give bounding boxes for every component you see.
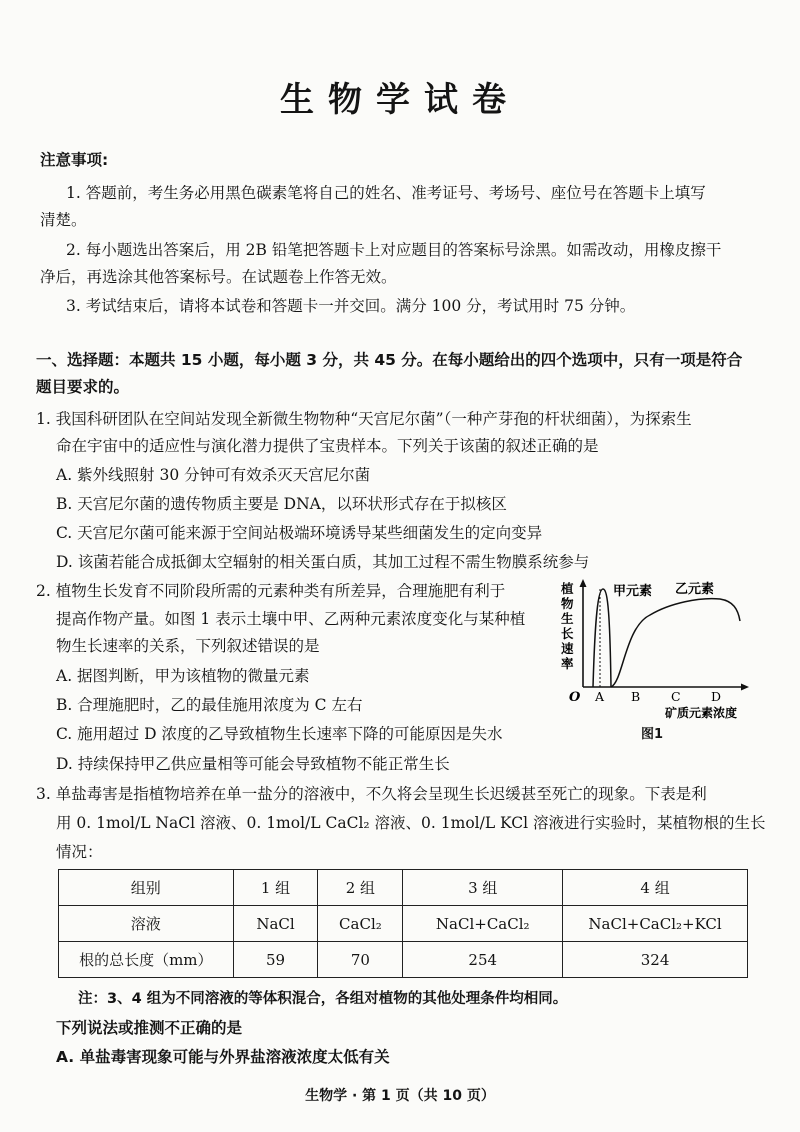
section-heading-cont: 题目要求的。: [36, 378, 130, 396]
tick-label: A: [595, 689, 605, 704]
table-cell: 324: [563, 942, 748, 978]
q3-stem: 用 0. 1mol/L NaCl 溶液、0. 1mol/L CaCl₂ 溶液、0. 1mol/L KCl 溶液进行实验时，某植物根的生长: [56, 814, 766, 832]
table-cell: 组别: [59, 870, 234, 906]
q1-stem: 1. 我国科研团队在空间站发现全新微生物物种“天宫尼尔菌”（一种产芽孢的杆状细菌），为探索生: [36, 410, 692, 428]
tick-label: C: [671, 689, 681, 704]
q2-stem: 2. 植物生长发育不同阶段所需的元素种类有所差异，合理施肥有利于: [36, 582, 506, 600]
q3-stem: 3. 单盐毒害是指植物培养在单一盐分的溶液中，不久将会呈现生长迟缓甚至死亡的现象。下表是利: [36, 785, 707, 803]
q2-option-c: C. 施用超过 D 浓度的乙导致植物生长速率下降的可能原因是失水: [56, 725, 503, 743]
notice-item: 净后，再选涂其他答案标号。在试题卷上作答无效。: [40, 268, 397, 286]
results-table: [58, 869, 748, 978]
table-cell: 1 组: [233, 870, 318, 906]
q1-option-b: B. 天宫尼尔菌的遗传物质主要是 DNA，以环状形式存在于拟核区: [56, 495, 507, 513]
q2-option-a: A. 据图判断，甲为该植物的微量元素: [56, 667, 310, 685]
q1-option-a: A. 紫外线照射 30 分钟可有效杀灭天宫尼尔菌: [56, 466, 371, 484]
table-cell: 2 组: [318, 870, 403, 906]
table-row: [59, 870, 748, 906]
y-axis-label-char: 长: [561, 626, 574, 641]
q2-option-b: B. 合理施肥时，乙的最佳施用浓度为 C 左右: [56, 696, 363, 714]
q1-stem: 命在宇宙中的适应性与演化潜力提供了宝贵样本。下列关于该菌的叙述正确的是: [56, 437, 599, 455]
tick-label: D: [711, 689, 722, 704]
q2-stem: 物生长速率的关系，下列叙述错误的是: [56, 637, 320, 655]
x-axis-label: 矿质元素浓度: [665, 706, 738, 720]
jia-label: 甲元素: [613, 584, 653, 599]
y-axis-arrow-icon: [580, 579, 587, 587]
q1-option-c: C. 天宫尼尔菌可能来源于空间站极端环境诱导某些细菌发生的定向变异: [56, 524, 543, 542]
q2-stem: 提高作物产量。如图 1 表示土壤中甲、乙两种元素浓度变化与某种植: [56, 610, 526, 628]
table-cell: NaCl+CaCl₂: [403, 906, 563, 942]
q1-option-d: D. 该菌若能合成抵御太空辐射的相关蛋白质，其加工过程不需生物膜系统参与: [56, 553, 590, 571]
table-cell: 溶液: [59, 906, 234, 942]
table-cell: CaCl₂: [318, 906, 403, 942]
table-row: [59, 906, 748, 942]
y-axis-label: [561, 581, 574, 671]
table-cell: 70: [318, 942, 403, 978]
section-heading: 一、选择题：本题共 15 小题，每小题 3 分，共 45 分。在每小题给出的四个选项中，只有一项是符合: [36, 351, 743, 369]
table-row: [59, 942, 748, 978]
q3-stem: 情况：: [56, 843, 103, 861]
x-axis-arrow-icon: [741, 684, 749, 691]
notice-heading: 注意事项:: [40, 151, 109, 169]
y-axis-label-char: 物: [561, 596, 574, 611]
table-cell: NaCl+CaCl₂+KCl: [563, 906, 748, 942]
table-cell: 3 组: [403, 870, 563, 906]
jia-curve: [593, 589, 611, 687]
page-footer: 生物学 · 第 1 页（共 10 页）: [305, 1088, 495, 1104]
table-cell: 根的总长度（mm）: [59, 942, 234, 978]
q3-option-a: A. 单盐毒害现象可能与外界盐溶液浓度太低有关: [56, 1048, 390, 1066]
y-axis-label-char: 植: [561, 581, 574, 596]
y-axis-label-char: 生: [561, 611, 574, 626]
notice-item: 1. 答题前，考生务必用黑色碳素笔将自己的姓名、准考证号、考场号、座位号在答题卡上填写: [66, 184, 706, 202]
page-title: 生物学试卷: [280, 80, 520, 120]
figure-caption: 图1: [641, 727, 664, 742]
yi-curve: [611, 599, 740, 687]
table-cell: 59: [233, 942, 318, 978]
yi-label: 乙元素: [675, 582, 715, 597]
q3-prompt: 下列说法或推测不正确的是: [56, 1019, 243, 1037]
origin-label: O: [569, 690, 581, 705]
tick-label: B: [631, 689, 641, 704]
table-cell: 254: [403, 942, 563, 978]
table-cell: 4 组: [563, 870, 748, 906]
table-cell: NaCl: [233, 906, 318, 942]
notice-item: 2. 每小题选出答案后，用 2B 铅笔把答题卡上对应题目的答案标号涂黑。如需改动，用橡皮擦干: [66, 241, 722, 259]
y-axis-label-char: 率: [561, 656, 574, 671]
notice-item: 3. 考试结束后，请将本试卷和答题卡一并交回。满分 100 分，考试用时 75 分钟。: [66, 297, 636, 315]
notice-item: 清楚。: [40, 211, 87, 229]
y-axis-label-char: 速: [561, 641, 574, 656]
q2-option-d: D. 持续保持甲乙供应量相等可能会导致植物不能正常生长: [56, 755, 450, 773]
table-note: 注：3、4 组为不同溶液的等体积混合，各组对植物的其他处理条件均相同。: [78, 991, 568, 1007]
